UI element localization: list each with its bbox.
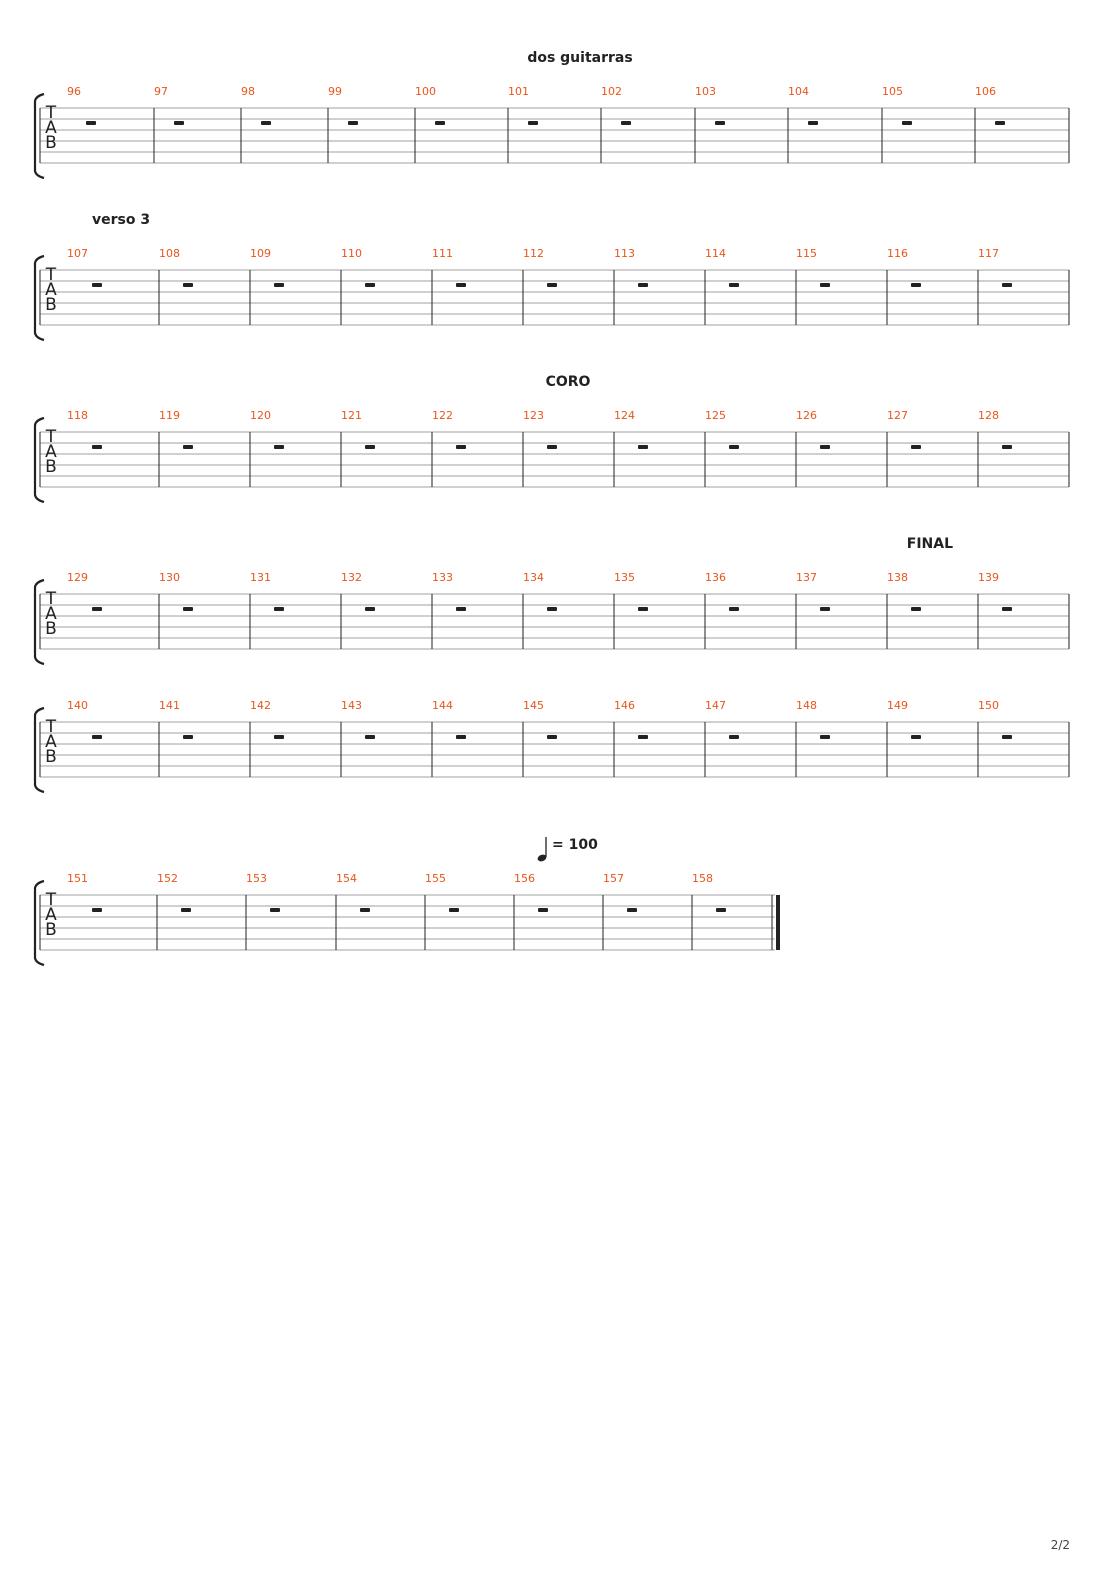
bar-number: 121 — [341, 409, 362, 422]
whole-rest — [174, 121, 184, 125]
bar-number: 138 — [887, 571, 908, 584]
whole-rest — [547, 735, 557, 739]
bar-number: 114 — [705, 247, 726, 260]
section-label: dos guitarras — [527, 50, 633, 66]
tab-clef-letter: B — [45, 295, 57, 315]
bar-number: 148 — [796, 699, 817, 712]
whole-rest — [911, 445, 921, 449]
bar-number: 123 — [523, 409, 544, 422]
bar-number: 135 — [614, 571, 635, 584]
whole-rest — [183, 445, 193, 449]
whole-rest — [729, 445, 739, 449]
bar-number: 103 — [695, 85, 716, 98]
bar-number: 133 — [432, 571, 453, 584]
bar-number: 110 — [341, 247, 362, 260]
bar-number: 152 — [157, 872, 178, 885]
bar-number: 106 — [975, 85, 996, 98]
bar-number: 104 — [788, 85, 809, 98]
bar-number: 111 — [432, 247, 453, 260]
whole-rest — [638, 735, 648, 739]
whole-rest — [183, 607, 193, 611]
bar-number: 142 — [250, 699, 271, 712]
whole-rest — [820, 735, 830, 739]
whole-rest — [261, 121, 271, 125]
bar-number: 112 — [523, 247, 544, 260]
whole-rest — [547, 607, 557, 611]
tab-system — [35, 536, 1069, 664]
whole-rest — [716, 908, 726, 912]
bar-number: 156 — [514, 872, 535, 885]
tab-clef-letter: B — [45, 133, 57, 153]
whole-rest — [274, 607, 284, 611]
bar-number: 127 — [887, 409, 908, 422]
whole-rest — [547, 283, 557, 287]
tab-clef-letter: T — [45, 265, 57, 285]
whole-rest — [270, 908, 280, 912]
bar-number: 119 — [159, 409, 180, 422]
bar-number: 116 — [887, 247, 908, 260]
whole-rest — [92, 735, 102, 739]
bar-number: 113 — [614, 247, 635, 260]
whole-rest — [1002, 445, 1012, 449]
whole-rest — [547, 445, 557, 449]
bar-number: 141 — [159, 699, 180, 712]
section-label: verso 3 — [92, 212, 151, 228]
whole-rest — [365, 283, 375, 287]
whole-rest — [181, 908, 191, 912]
bar-number: 136 — [705, 571, 726, 584]
whole-rest — [449, 908, 459, 912]
bar-number: 122 — [432, 409, 453, 422]
tab-clef-letter: A — [45, 118, 57, 138]
whole-rest — [1002, 607, 1012, 611]
whole-rest — [538, 908, 548, 912]
tab-clef-letter: T — [45, 427, 57, 447]
whole-rest — [729, 283, 739, 287]
bar-number: 128 — [978, 409, 999, 422]
tab-clef-letter: T — [45, 717, 57, 737]
bar-number: 96 — [67, 85, 81, 98]
whole-rest — [183, 735, 193, 739]
tab-clef-letter: A — [45, 732, 57, 752]
whole-rest — [348, 121, 358, 125]
bar-number: 149 — [887, 699, 908, 712]
tab-clef-letter: B — [45, 920, 57, 940]
bar-number: 115 — [796, 247, 817, 260]
bar-number: 109 — [250, 247, 271, 260]
whole-rest — [638, 445, 648, 449]
tab-clef-letter: A — [45, 280, 57, 300]
bar-number: 124 — [614, 409, 635, 422]
bar-number: 144 — [432, 699, 453, 712]
bar-number: 158 — [692, 872, 713, 885]
whole-rest — [729, 735, 739, 739]
bar-number: 132 — [341, 571, 362, 584]
tempo-value: = 100 — [552, 837, 598, 853]
tab-clef-letter: B — [45, 457, 57, 477]
bar-number: 134 — [523, 571, 544, 584]
bar-number: 97 — [154, 85, 168, 98]
tab-clef-letter: A — [45, 442, 57, 462]
whole-rest — [902, 121, 912, 125]
whole-rest — [528, 121, 538, 125]
tab-clef-letter: B — [45, 747, 57, 767]
tab-system — [35, 50, 1069, 178]
bar-number: 102 — [601, 85, 622, 98]
whole-rest — [360, 908, 370, 912]
bar-number: 130 — [159, 571, 180, 584]
whole-rest — [456, 445, 466, 449]
whole-rest — [820, 283, 830, 287]
whole-rest — [86, 121, 96, 125]
whole-rest — [456, 735, 466, 739]
whole-rest — [92, 283, 102, 287]
bar-number: 107 — [67, 247, 88, 260]
bar-number: 118 — [67, 409, 88, 422]
page-number: 2/2 — [1050, 1538, 1070, 1552]
whole-rest — [808, 121, 818, 125]
section-label: FINAL — [906, 536, 953, 552]
tab-clef-letter: B — [45, 619, 57, 639]
whole-rest — [715, 121, 725, 125]
section-label: CORO — [545, 374, 591, 390]
whole-rest — [365, 445, 375, 449]
bar-number: 146 — [614, 699, 635, 712]
whole-rest — [365, 735, 375, 739]
bar-number: 108 — [159, 247, 180, 260]
tab-system — [35, 374, 1069, 502]
bar-number: 150 — [978, 699, 999, 712]
whole-rest — [435, 121, 445, 125]
bar-number: 120 — [250, 409, 271, 422]
whole-rest — [456, 283, 466, 287]
whole-rest — [1002, 283, 1012, 287]
bar-number: 139 — [978, 571, 999, 584]
whole-rest — [365, 607, 375, 611]
whole-rest — [911, 607, 921, 611]
whole-rest — [911, 735, 921, 739]
bar-number: 99 — [328, 85, 342, 98]
whole-rest — [274, 283, 284, 287]
bar-number: 151 — [67, 872, 88, 885]
bar-number: 105 — [882, 85, 903, 98]
whole-rest — [92, 445, 102, 449]
whole-rest — [638, 283, 648, 287]
tab-clef-letter: T — [45, 589, 57, 609]
bar-number: 143 — [341, 699, 362, 712]
tab-clef-letter: T — [45, 103, 57, 123]
whole-rest — [1002, 735, 1012, 739]
tab-clef-letter: A — [45, 604, 57, 624]
bar-number: 101 — [508, 85, 529, 98]
whole-rest — [456, 607, 466, 611]
bar-number: 140 — [67, 699, 88, 712]
whole-rest — [820, 445, 830, 449]
bar-number: 154 — [336, 872, 357, 885]
whole-rest — [621, 121, 631, 125]
tab-system — [35, 212, 1069, 340]
bar-number: 129 — [67, 571, 88, 584]
whole-rest — [995, 121, 1005, 125]
bar-number: 147 — [705, 699, 726, 712]
whole-rest — [911, 283, 921, 287]
tab-system — [35, 699, 1069, 792]
whole-rest — [92, 607, 102, 611]
tab-clef-letter: A — [45, 905, 57, 925]
tempo-marking — [537, 837, 598, 863]
bar-number: 126 — [796, 409, 817, 422]
whole-rest — [183, 283, 193, 287]
bar-number: 125 — [705, 409, 726, 422]
whole-rest — [820, 607, 830, 611]
bar-number: 155 — [425, 872, 446, 885]
whole-rest — [638, 607, 648, 611]
bar-number: 153 — [246, 872, 267, 885]
final-barline-thick — [776, 895, 780, 950]
bar-number: 157 — [603, 872, 624, 885]
whole-rest — [274, 735, 284, 739]
tab-clef-letter: T — [45, 890, 57, 910]
bar-number: 145 — [523, 699, 544, 712]
whole-rest — [729, 607, 739, 611]
whole-rest — [274, 445, 284, 449]
bar-number: 137 — [796, 571, 817, 584]
tab-system — [35, 837, 780, 965]
bar-number: 131 — [250, 571, 271, 584]
whole-rest — [627, 908, 637, 912]
bar-number: 117 — [978, 247, 999, 260]
whole-rest — [92, 908, 102, 912]
bar-number: 98 — [241, 85, 255, 98]
bar-number: 100 — [415, 85, 436, 98]
